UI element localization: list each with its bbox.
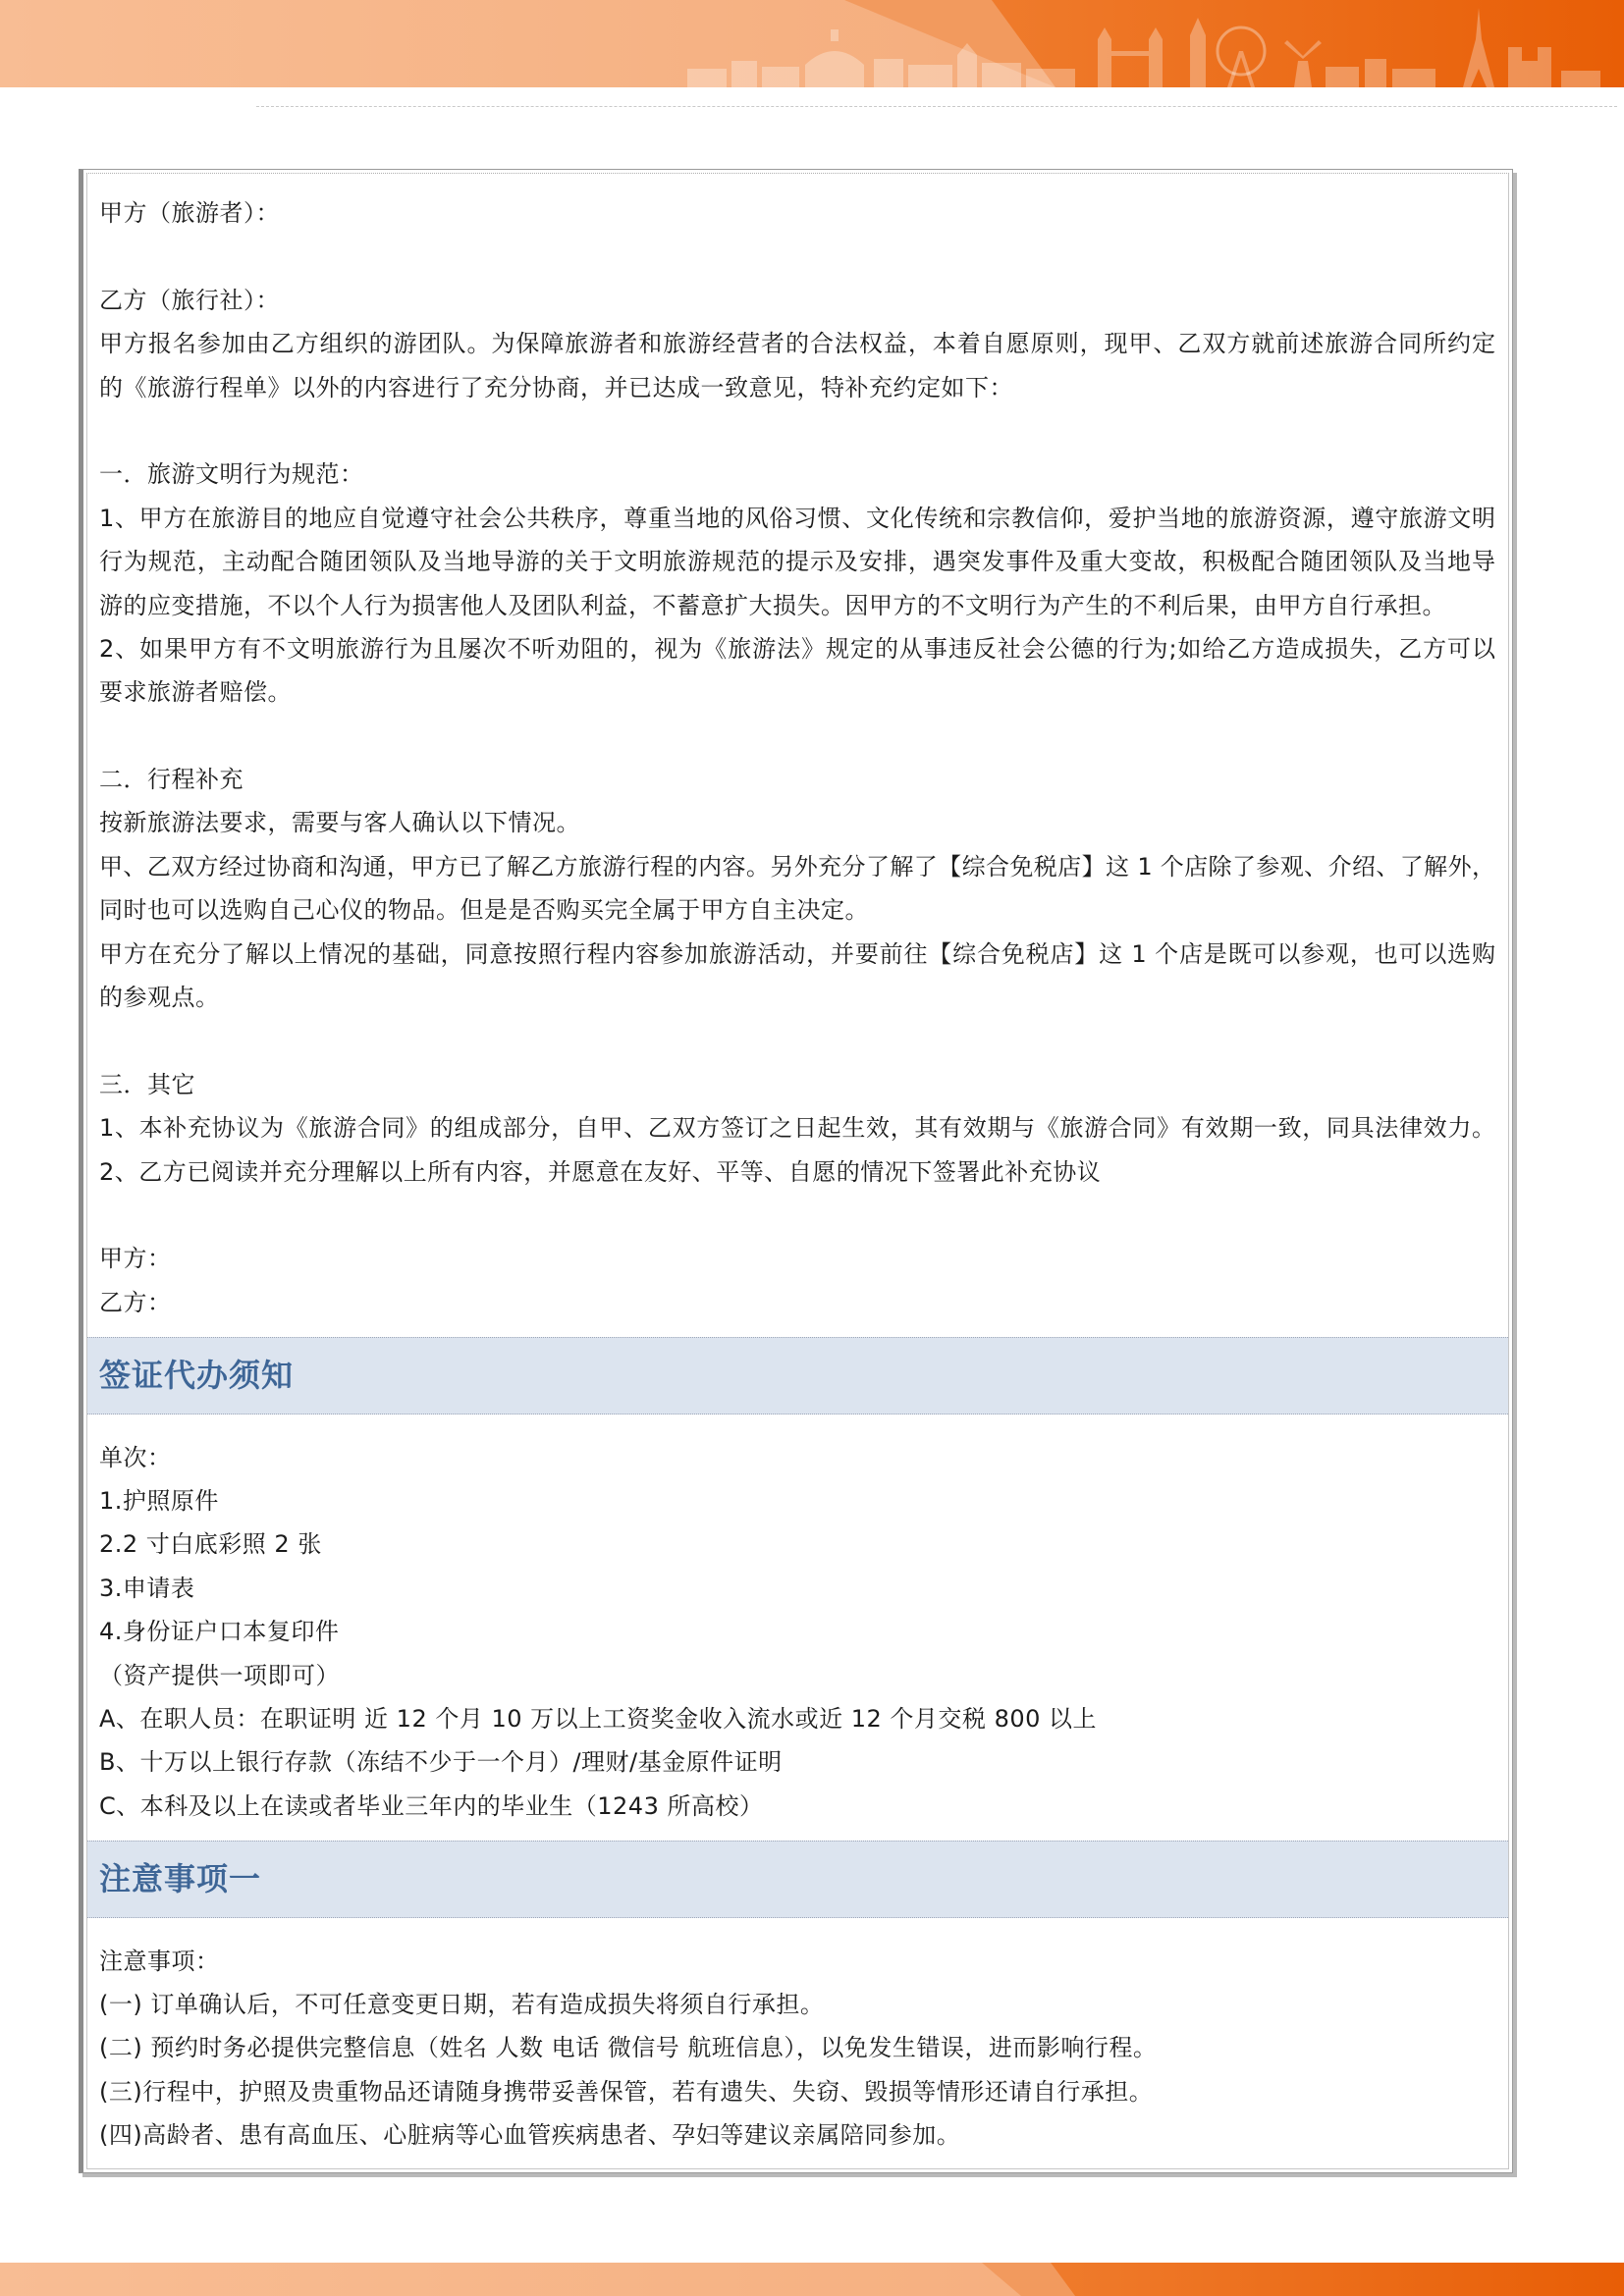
section-title-itinerary: 二．行程补充 xyxy=(99,766,244,794)
notes-line: (一) 订单确认后，不可任意变更日期，若有造成损失将须自行承担。 xyxy=(99,1991,825,2019)
party-a-line: 甲方（旅游者）： xyxy=(99,199,280,227)
supplementary-agreement xyxy=(87,174,1508,1324)
itinerary-line: 甲、乙双方经过协商和沟通，甲方已了解乙方旅游行程的内容。另外充分了解了【综合免税店】这 1 个店除了参观、介绍、了解外， xyxy=(99,852,1495,881)
signature-party-b: 乙方： xyxy=(99,1288,172,1316)
line-spacer xyxy=(99,409,1495,453)
document-frame xyxy=(79,169,1513,2173)
notes-section-header xyxy=(87,1841,1508,1918)
notes-line: (四)高龄者、患有高血压、心脏病等心血管疾病患者、孕妇等建议亲属陪同参加。 xyxy=(99,2121,961,2150)
itinerary-line: 甲方在充分了解以上情况的基础，同意按照行程内容参加旅游活动，并要前往【综合免税店】这 1 个店是既可以参观，也可以选购 xyxy=(99,939,1495,968)
header-banner xyxy=(0,0,1624,87)
intro-line: 的《旅游行程单》以外的内容进行了充分协商，并已达成一致意见，特补充约定如下： xyxy=(99,373,1013,401)
visa-section-title: 签证代办须知 xyxy=(99,1358,295,1394)
document-inner-frame xyxy=(86,173,1509,2169)
visa-line: 1.护照原件 xyxy=(99,1487,219,1516)
footer-banner xyxy=(0,2263,1624,2296)
other-line: 2、乙方已阅读并充分理解以上所有内容，并愿意在友好、平等、自愿的情况下签署此补充协议 xyxy=(99,1157,1102,1186)
line-spacer xyxy=(99,1019,1495,1062)
header-divider xyxy=(256,106,1617,107)
footer-dark-panel xyxy=(1051,2263,1624,2296)
line-spacer xyxy=(99,1194,1495,1237)
notes-line: (三)行程中，护照及贵重物品还请随身携带妥善保管，若有遗失、失窃、毁损等情形还请自行承担。 xyxy=(99,2077,1154,2106)
notes-list xyxy=(87,1918,1508,2167)
party-b-line: 乙方（旅行社）： xyxy=(99,286,280,314)
visa-line: B、十万以上银行存款（冻结不少于一个月）/理财/基金原件证明 xyxy=(99,1748,783,1777)
section-title-other: 三．其它 xyxy=(99,1070,195,1098)
visa-line: 4.身份证户口本复印件 xyxy=(99,1618,340,1646)
conduct-line: 行为规范，主动配合随团领队及当地导游的关于文明旅游规范的提示及安排，遇突发事件及重大变故，积极配合随团领队及当地导 xyxy=(99,548,1495,576)
itinerary-line: 同时也可以选购自己心仪的物品。但是是否购买完全属于甲方自主决定。 xyxy=(99,896,869,925)
notes-line: (二) 预约时务必提供完整信息（姓名 人数 电话 微信号 航班信息），以免发生错误，进而影响行程。 xyxy=(99,2034,1158,2062)
signature-party-a: 甲方： xyxy=(99,1245,172,1273)
conduct-line: 1、甲方在旅游目的地应自觉遵守社会公共秩序，尊重当地的风俗习惯、文化传统和宗教信仰，爱护当地的旅游资源，遵守旅游文明 xyxy=(99,504,1495,532)
visa-line: 2.2 寸白底彩照 2 张 xyxy=(99,1530,322,1559)
other-line: 1、本补充协议为《旅游合同》的组成部分，自甲、乙双方签订之日起生效，其有效期与《旅游合同》有效期一致，同具法律效力。 xyxy=(99,1114,1495,1143)
intro-line: 甲方报名参加由乙方组织的游团队。为保障旅游者和旅游经营者的合法权益，本着自愿原则，现甲、乙双方就前述旅游合同所约定 xyxy=(99,330,1495,358)
notes-section-title: 注意事项一 xyxy=(99,1861,262,1897)
visa-requirements xyxy=(87,1415,1508,1828)
visa-line: C、本科及以上在读或者毕业三年内的毕业生（1243 所高校） xyxy=(99,1791,764,1820)
section-title-conduct: 一．旅游文明行为规范： xyxy=(99,460,364,489)
conduct-line: 游的应变措施，不以个人行为损害他人及团队利益，不蓄意扩大损失。因甲方的不文明行为产生的不利后果，由甲方自行承担。 xyxy=(99,591,1446,619)
conduct-line: 2、如果甲方有不文明旅游行为且屡次不听劝阻的，视为《旅游法》规定的从事违反社会公德的行为;如给乙方造成损失，乙方可以 xyxy=(99,634,1495,663)
visa-line: （资产提供一项即可） xyxy=(99,1661,340,1689)
line-spacer xyxy=(99,715,1495,758)
visa-line: 单次： xyxy=(99,1443,172,1471)
notes-line: 注意事项： xyxy=(99,1947,220,1975)
visa-line: 3.申请表 xyxy=(99,1574,195,1602)
itinerary-line: 按新旅游法要求，需要与客人确认以下情况。 xyxy=(99,809,580,837)
itinerary-line: 的参观点。 xyxy=(99,984,220,1012)
visa-line: A、在职人员：在职证明 近 12 个月 10 万以上工资奖金收入流水或近 12 个月交税 800 以上 xyxy=(99,1705,1098,1733)
visa-section-header xyxy=(87,1337,1508,1415)
conduct-line: 要求旅游者赔偿。 xyxy=(99,678,292,707)
line-spacer xyxy=(99,235,1495,278)
